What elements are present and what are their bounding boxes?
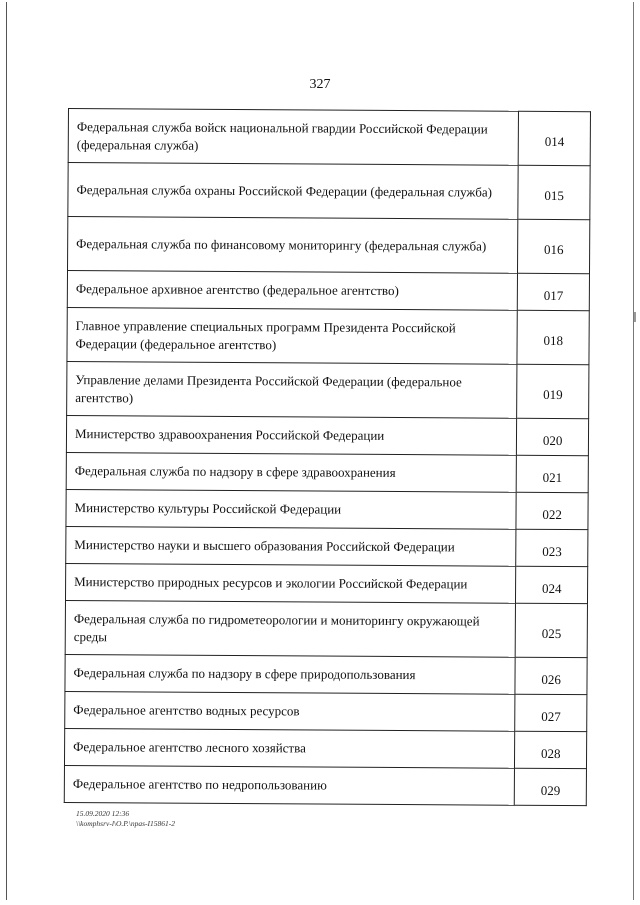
table-row [67, 361, 589, 418]
agency-code: 017 [518, 273, 590, 310]
table-row [66, 415, 588, 455]
table-row [65, 654, 587, 694]
table-row [66, 526, 588, 566]
agency-name: Управление делами Президента Российской Федерации (федеральное агентство) [67, 361, 518, 418]
table-row [68, 163, 590, 220]
agency-name: Министерство природных ресурсов и экологии Российской Федерации [65, 563, 516, 603]
table-row [68, 217, 590, 274]
table-row [67, 307, 589, 364]
print-timestamp: 15.09.2020 12:36 [76, 809, 130, 818]
agency-code: 028 [515, 731, 587, 768]
agency-name: Министерство науки и высшего образования Российской Федерации [66, 526, 517, 566]
table-row [65, 563, 587, 603]
agency-name: Федеральная служба войск национальной гвардии Российской Федерации (федеральная служба) [68, 109, 519, 166]
agency-name: Федеральное архивное агентство (федеральное агентство) [67, 271, 518, 311]
agency-name: Федеральное агентство лесного хозяйства [64, 728, 515, 768]
agency-name: Главное управление специальных программ Президента Российской Федерации (федеральное агентство) [67, 307, 518, 364]
agency-code: 023 [516, 529, 588, 566]
registry-table [64, 108, 591, 806]
agency-name: Федеральная служба по надзору в сфере природопользования [65, 654, 516, 694]
agency-code: 018 [517, 310, 589, 364]
table-row [66, 489, 588, 529]
file-path: \\komphsrv-l\O.P.\npas-I15861-2 [76, 819, 176, 828]
page-number: 327 [309, 77, 331, 92]
table-row [64, 765, 586, 805]
agency-code: 024 [516, 566, 588, 603]
agency-name: Федеральная служба охраны Российской Федерации (федеральная служба) [68, 163, 519, 220]
agency-name: Министерство культуры Российской Федерации [66, 489, 517, 529]
agency-code: 029 [515, 768, 587, 805]
agency-code: 021 [517, 455, 589, 492]
agency-code: 014 [519, 111, 591, 165]
agency-code: 025 [516, 603, 588, 657]
agency-code: 026 [515, 657, 587, 694]
agency-name: Министерство здравоохранения Российской Федерации [66, 415, 517, 455]
agency-code: 027 [515, 694, 587, 731]
agency-code: 016 [518, 219, 590, 273]
scan-mark [634, 312, 636, 322]
table-row [68, 109, 590, 166]
agency-code: 022 [516, 492, 588, 529]
table-row [66, 452, 588, 492]
table-row [65, 600, 587, 657]
table-row [67, 271, 589, 311]
agency-code: 019 [517, 364, 589, 418]
agency-name: Федеральная служба по финансовому мониторингу (федеральная служба) [68, 217, 519, 274]
agency-code: 015 [518, 165, 590, 219]
print-footer [76, 809, 175, 829]
table-row [65, 691, 587, 731]
agency-name: Федеральная служба по надзору в сфере здравоохранения [66, 452, 517, 492]
table-row [64, 728, 586, 768]
agency-name: Федеральная служба по гидрометеорологии и мониторингу окружающей среды [65, 600, 516, 657]
agency-name: Федеральное агентство водных ресурсов [65, 691, 516, 731]
agency-code: 020 [517, 418, 589, 455]
agency-name: Федеральное агентство по недропользованию [64, 765, 515, 805]
